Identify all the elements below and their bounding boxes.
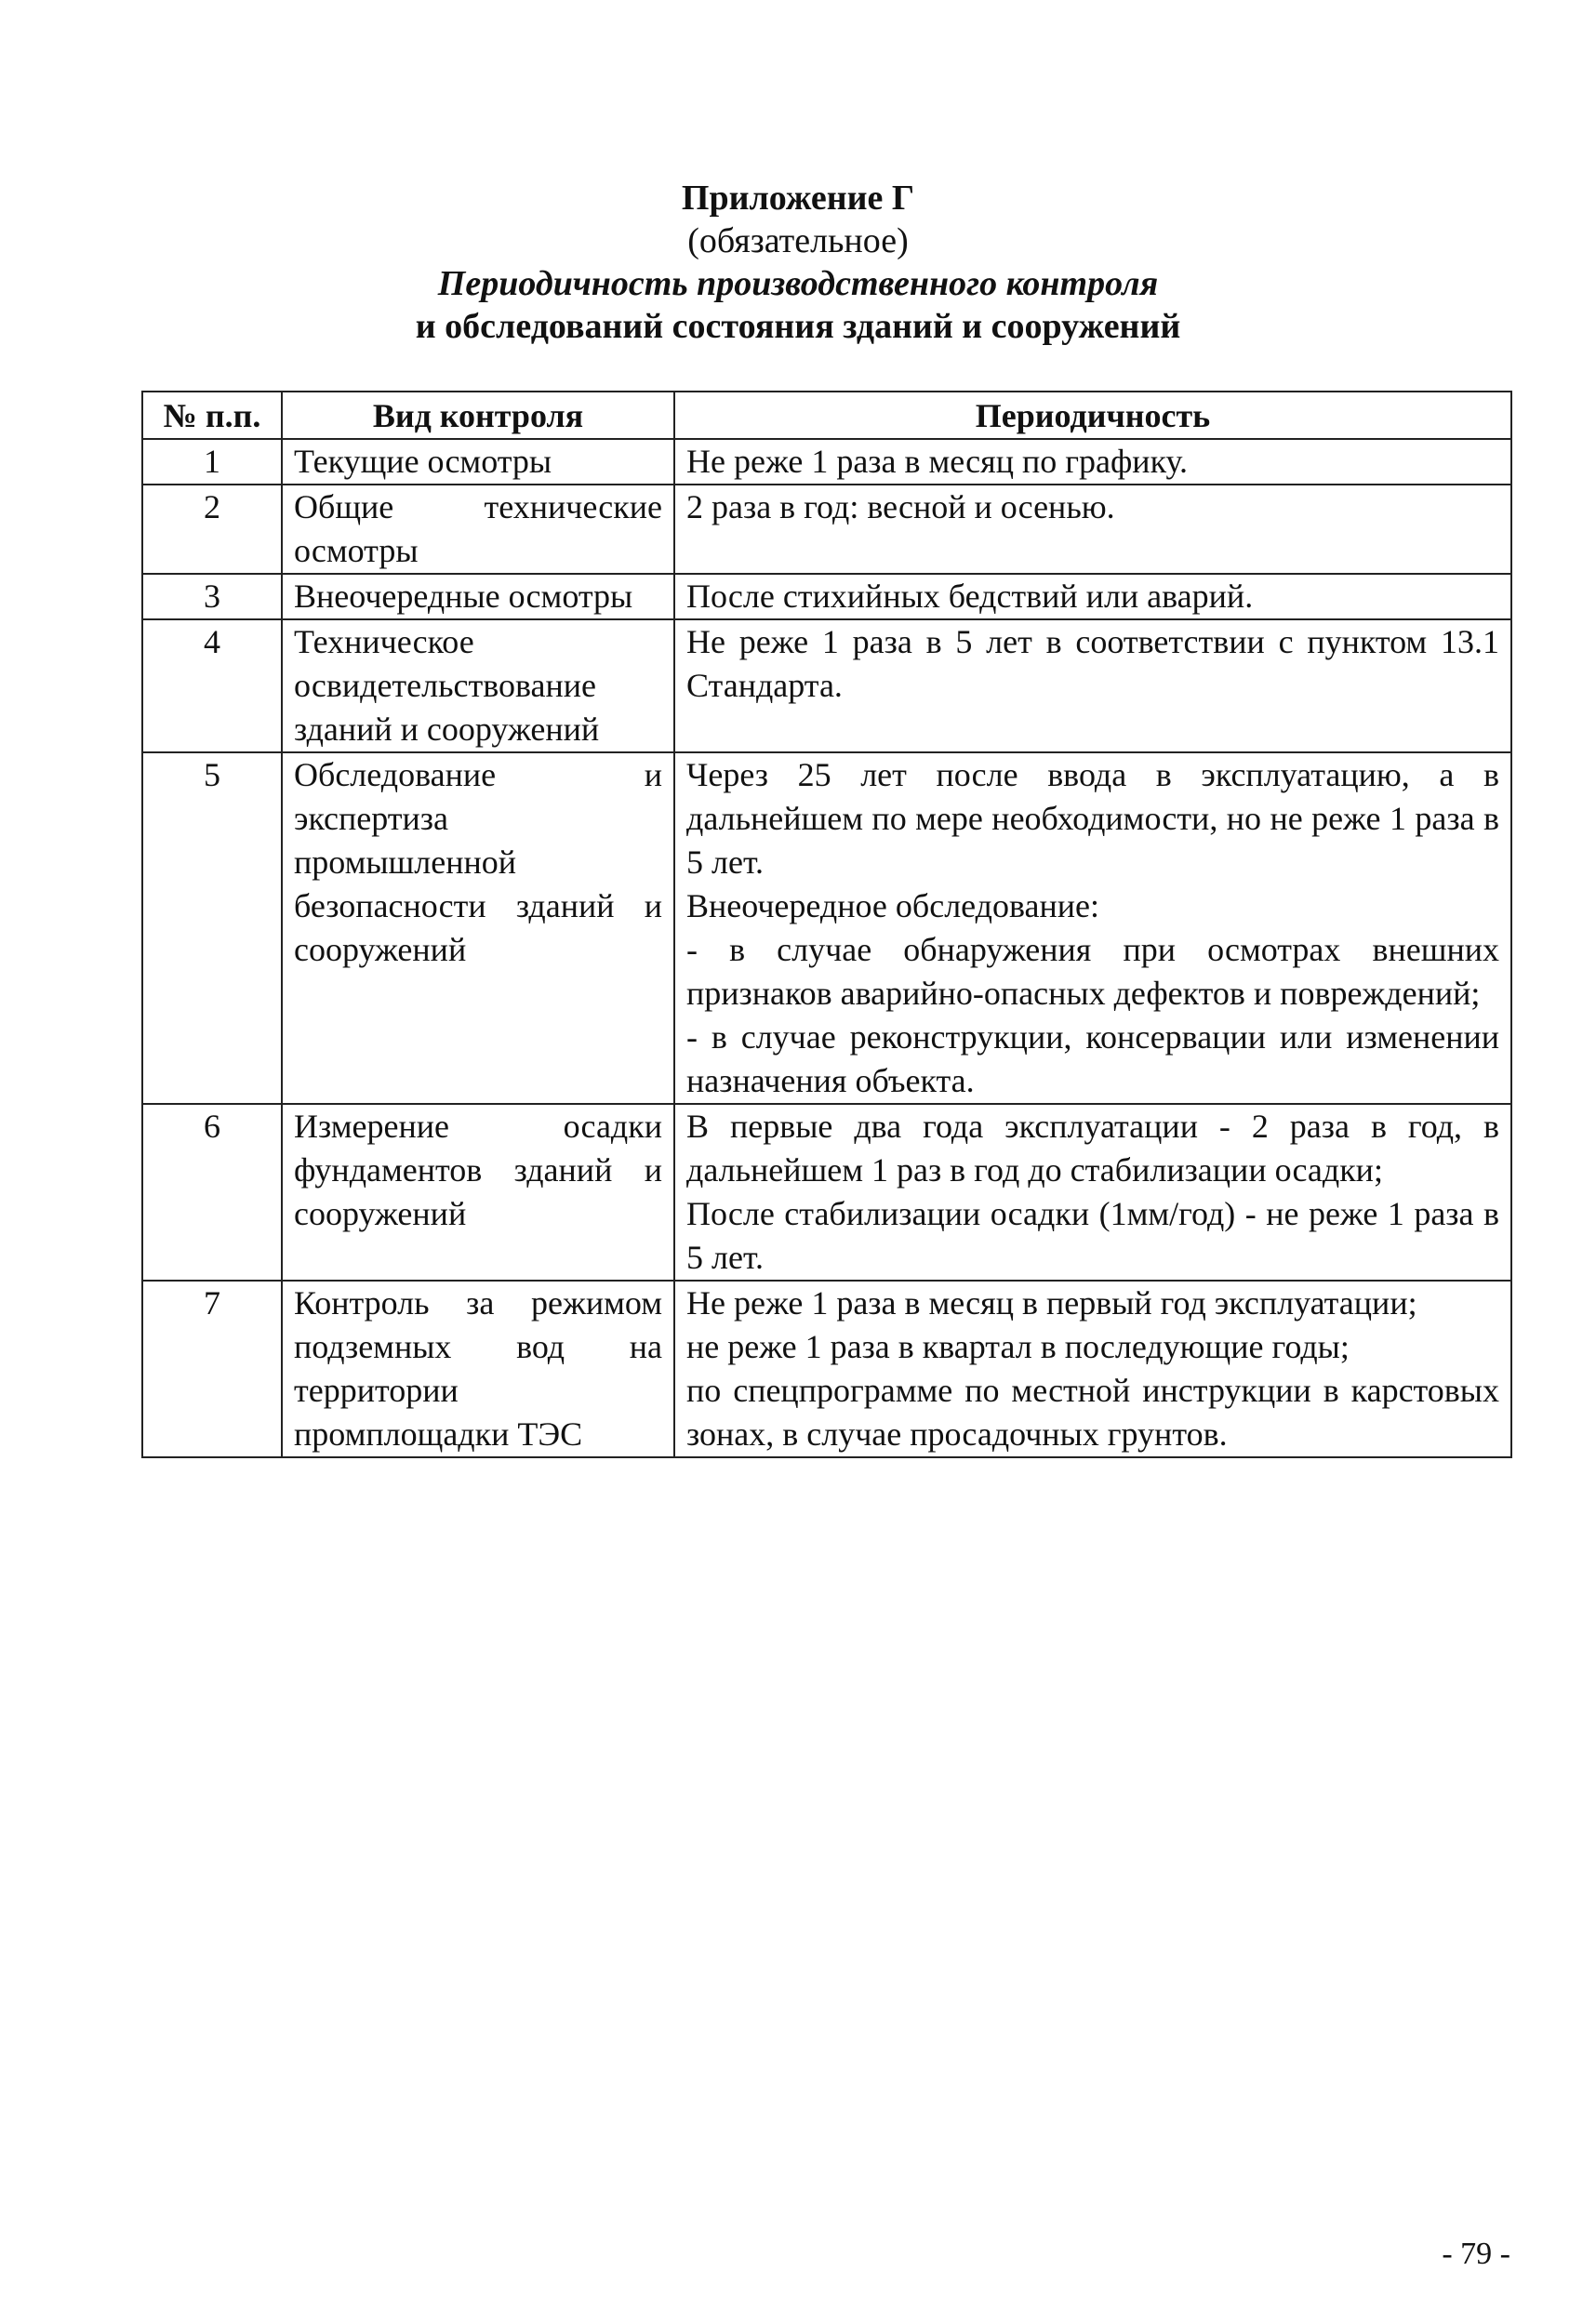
table-row	[142, 485, 1511, 574]
periodicity-line: Не реже 1 раза в месяц по графику.	[686, 443, 1188, 480]
row-number: 1	[142, 439, 282, 485]
periodicity-line: 2 раза в год: весной и осенью.	[686, 488, 1115, 525]
control-kind: Общие технические осмотры	[282, 485, 674, 574]
table-row	[142, 752, 1511, 1104]
table-body	[142, 439, 1511, 1457]
table-caption-line-1: Периодичность производственного контроля	[437, 264, 1159, 303]
appendix-subtitle: (обязательное)	[687, 221, 909, 260]
control-periodicity	[674, 485, 1511, 574]
row-number: 3	[142, 574, 282, 619]
appendix-title: Приложение Г	[681, 179, 915, 218]
appendix-heading	[0, 177, 1596, 348]
periodicity-line: не реже 1 раза в квартал в последующие годы;	[686, 1328, 1350, 1365]
control-periodicity	[674, 1281, 1511, 1457]
row-number: 2	[142, 485, 282, 574]
control-periodicity	[674, 439, 1511, 485]
periodicity-line: Не реже 1 раза в месяц в первый год эксплуатации;	[686, 1284, 1417, 1322]
table-caption-line-2: и обследований состояния зданий и сооружений	[415, 307, 1181, 346]
table-row	[142, 1104, 1511, 1281]
control-kind: Техническое освидетельствование зданий и сооружений	[282, 619, 674, 752]
control-periodicity	[674, 574, 1511, 619]
table-row	[142, 574, 1511, 619]
table-header-row	[142, 392, 1511, 439]
row-number: 6	[142, 1104, 282, 1281]
periodicity-line: Внеочередное обследование:	[686, 887, 1100, 924]
periodicity-line: Не реже 1 раза в 5 лет в соответствии с пунктом 13.1 Стандарта.	[686, 623, 1499, 704]
row-number: 7	[142, 1281, 282, 1457]
header-period: Периодичность	[674, 392, 1511, 439]
periodicity-line: по спецпрограмме по местной инструкции в карстовых зонах, в случае просадочных грунтов.	[686, 1372, 1499, 1453]
periodicity-line: После стихийных бедствий или аварий.	[686, 578, 1254, 615]
control-kind: Внеочередные осмотры	[282, 574, 674, 619]
control-kind: Текущие осмотры	[282, 439, 674, 485]
periodicity-line: - в случае обнаружения при осмотрах внешних признаков аварийно-опасных дефектов и повреждений;	[686, 931, 1499, 1012]
periodicity-line: Через 25 лет после ввода в эксплуатацию, а в дальнейшем по мере необходимости, но не реже 1 раза в 5 лет.	[686, 756, 1499, 881]
control-periodicity-table	[141, 391, 1512, 1458]
control-periodicity	[674, 619, 1511, 752]
periodicity-line: После стабилизации осадки (1мм/год) - не реже 1 раза в 5 лет.	[686, 1195, 1499, 1276]
periodicity-line: - в случае реконструкции, консервации или изменении назначения объекта.	[686, 1018, 1499, 1099]
control-kind: Контроль за режимом подземных вод на территории промплощадки ТЭС	[282, 1281, 674, 1457]
control-kind: Обследование и экспертиза промышленной безопасности зданий и сооружений	[282, 752, 674, 1104]
control-periodicity	[674, 752, 1511, 1104]
row-number: 5	[142, 752, 282, 1104]
header-num: № п.п.	[142, 392, 282, 439]
page-number: - 79 -	[1442, 2237, 1510, 2271]
header-kind: Вид контроля	[282, 392, 674, 439]
table-row	[142, 1281, 1511, 1457]
periodicity-line: В первые два года эксплуатации - 2 раза в год, в дальнейшем 1 раз в год до стабилизации осадки;	[686, 1108, 1499, 1189]
table-row	[142, 439, 1511, 485]
row-number: 4	[142, 619, 282, 752]
control-periodicity	[674, 1104, 1511, 1281]
table-row	[142, 619, 1511, 752]
control-kind: Измерение осадки фундаментов зданий и сооружений	[282, 1104, 674, 1281]
